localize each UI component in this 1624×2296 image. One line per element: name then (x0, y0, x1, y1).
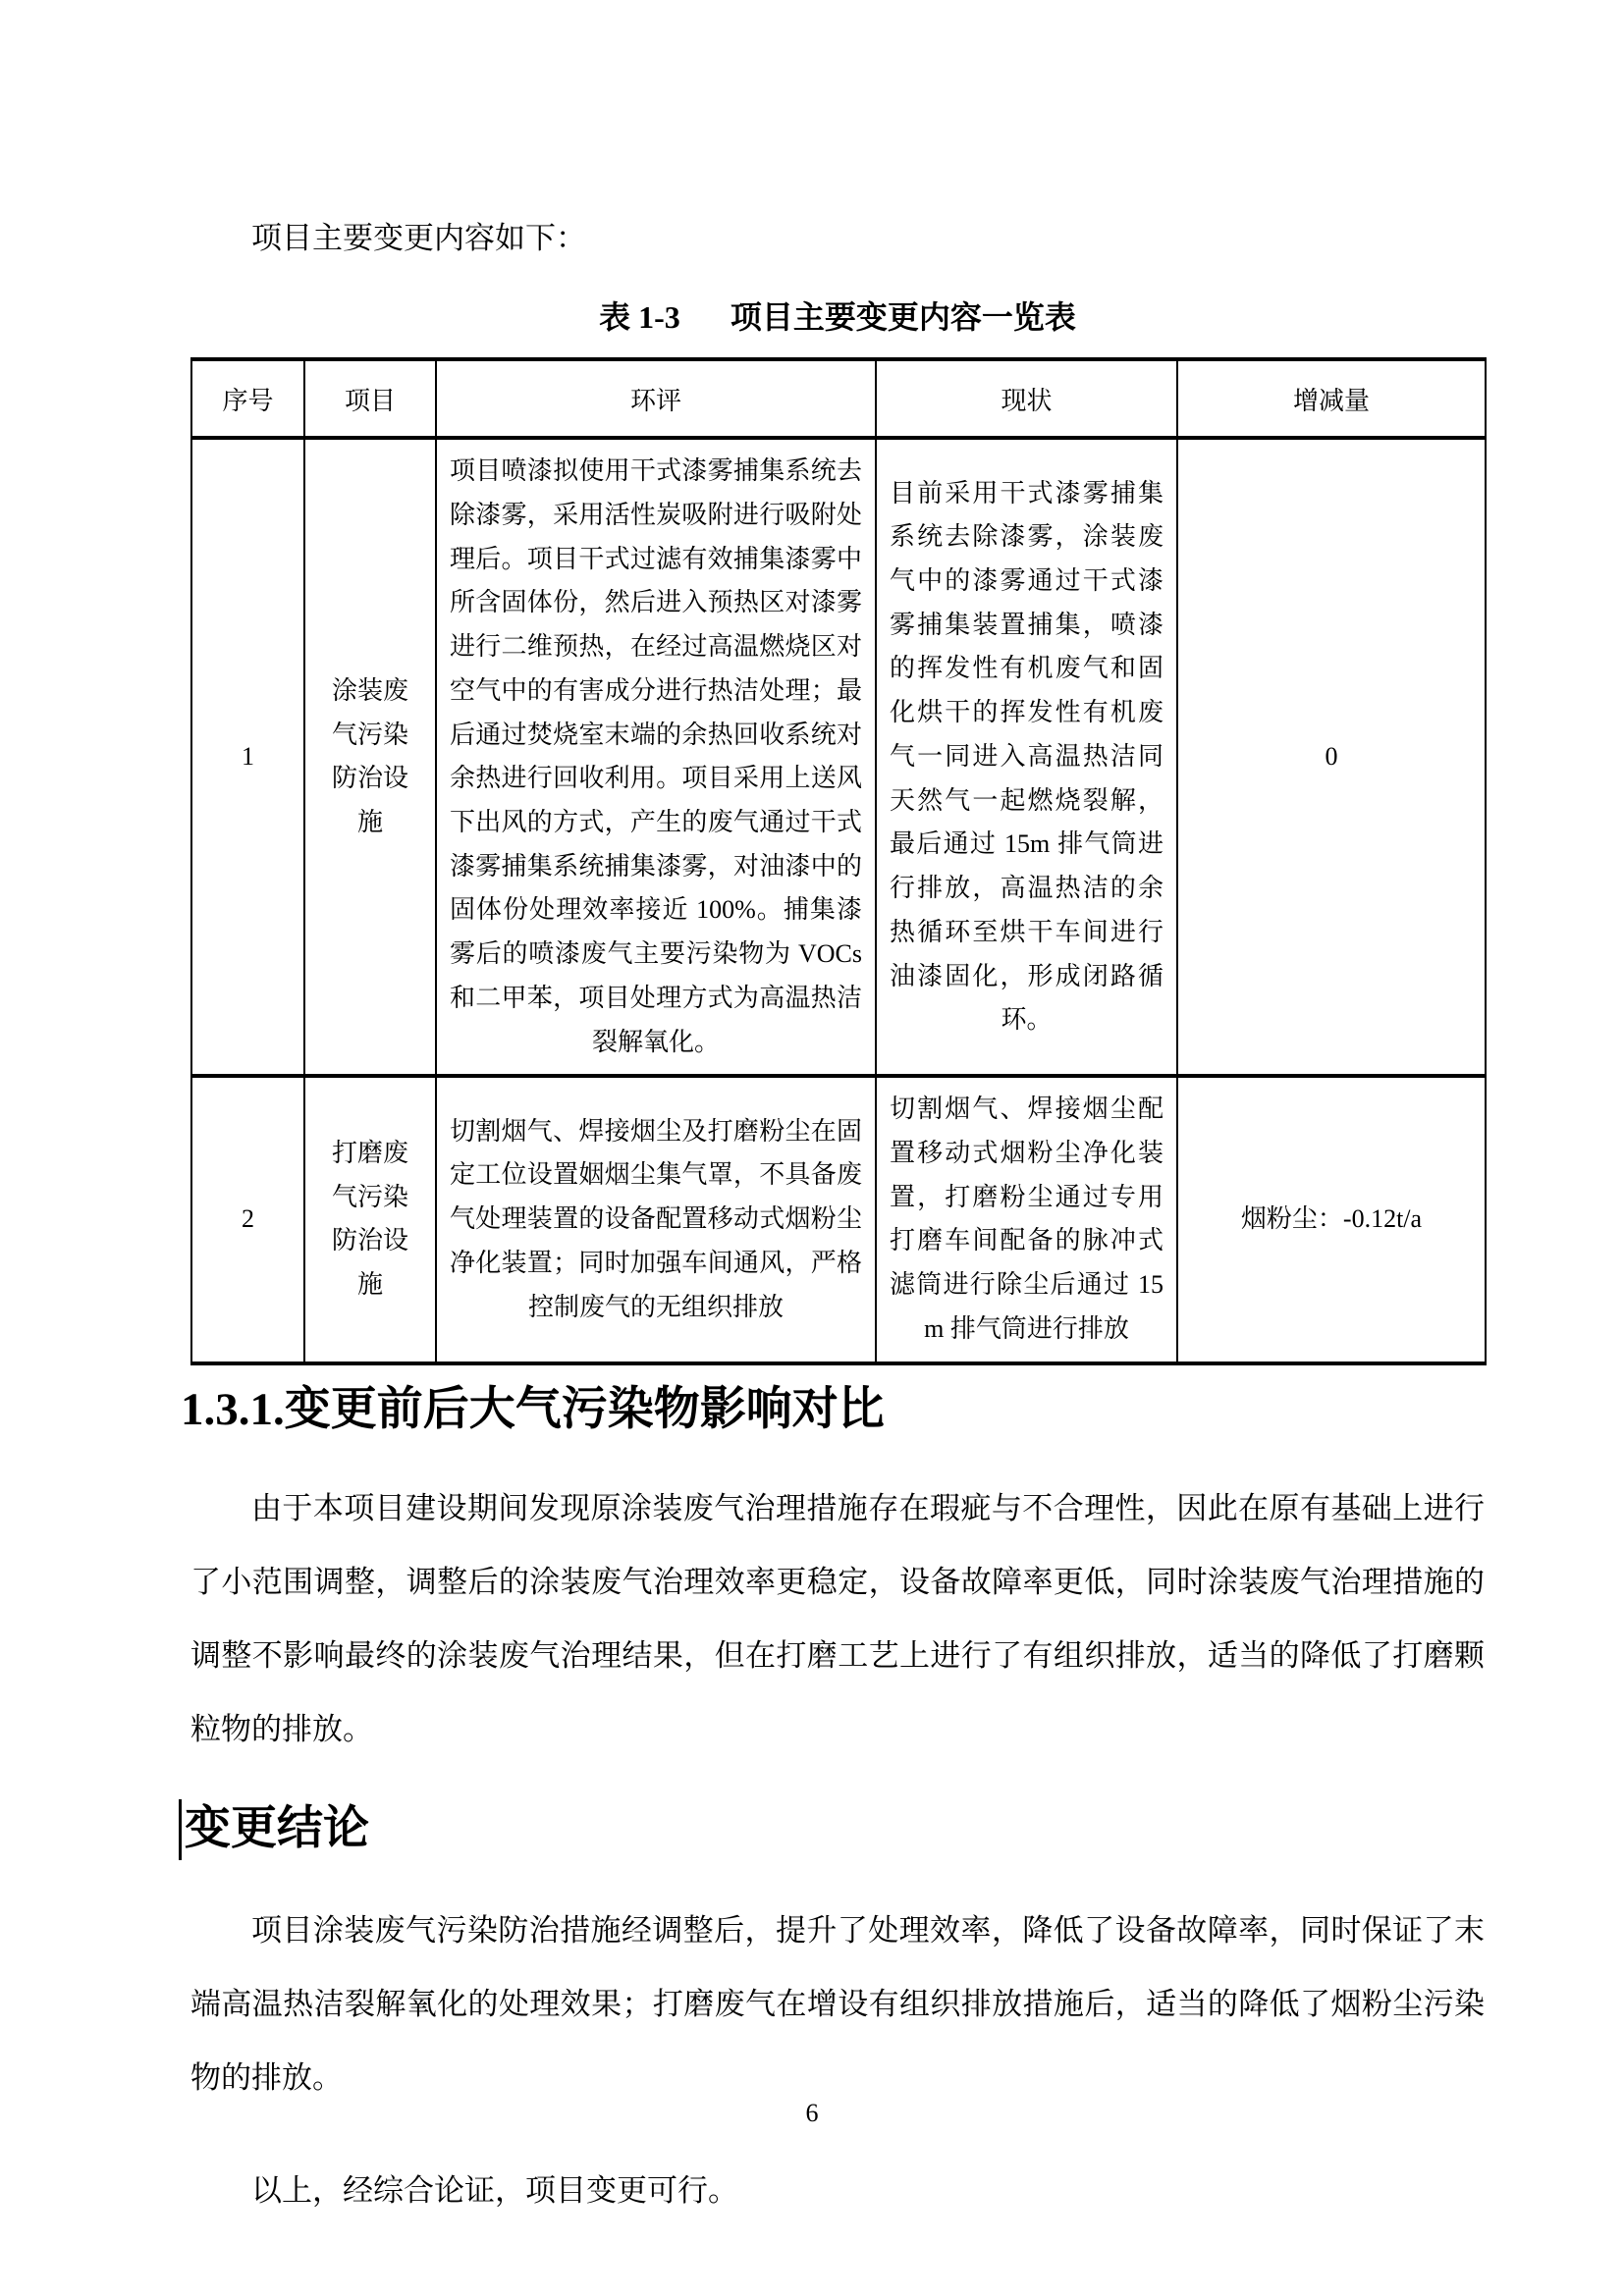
table-caption (190, 298, 1485, 336)
col-header-project: 项目 (304, 359, 436, 438)
cell-project: 打磨废气污染防治设施 (304, 1076, 436, 1362)
table-row (191, 438, 1486, 1076)
cell-status: 目前采用干式漆雾捕集系统去除漆雾，涂装废气中的漆雾通过干式漆雾捕集装置捕集，喷漆的挥发性有机废气和固化烘干的挥发性有机废气一同进入高温热洁同天然气一起燃烧裂解，最后通过 15m 排气筒进行排放，高温热洁的余热循环至烘干车间进行油漆固化，形成闭路循环。 (876, 438, 1177, 1076)
paragraph-conclusion-detail: 项目涂装废气污染防治措施经调整后，提升了处理效率，降低了设备故障率，同时保证了末端高温热洁裂解氧化的处理效果；打磨废气在增设有组织排放措施后，适当的降低了烟粉尘污染物的排放。 (190, 1912, 1485, 2095)
page-number: 6 (805, 2099, 819, 2127)
cell-project: 涂装废气污染防治设施 (304, 438, 436, 1076)
cell-eia: 项目喷漆拟使用干式漆雾捕集系统去除漆雾，采用活性炭吸附进行吸附处理后。项目干式过滤有效捕集漆雾中所含固体份，然后进入预热区对漆雾进行二维预热，在经过高温燃烧区对空气中的有害成分进行热洁处理；最后通过焚烧室末端的余热回收系统对余热进行回收利用。项目采用上送风下出风的方式，产生的废气通过干式漆雾捕集系统捕集漆雾，对油漆中的固体份处理效率接近 100%。捕集漆雾后的喷漆废气主要污染物为 VOCs 和二甲苯，项目处理方式为高温热洁裂解氧化。 (436, 438, 876, 1076)
table-caption-label: 表 1-3 (599, 298, 680, 335)
cell-eia: 切割烟气、焊接烟尘及打磨粉尘在固定工位设置姻烟尘集气罩，不具备废气处理装置的设备配置移动式烟粉尘净化装置；同时加强车间通风，严格控制废气的无组织排放 (436, 1076, 876, 1362)
col-header-status: 现状 (876, 359, 1177, 438)
change-summary-table (190, 357, 1487, 1364)
heading-conclusion-wrap (185, 1766, 1485, 1859)
intro-text: 项目主要变更内容如下： (251, 221, 586, 255)
table-caption-title: 项目主要变更内容一览表 (730, 298, 1076, 335)
col-header-eia: 环评 (436, 359, 876, 438)
section-heading-change-conclusion: 变更结论 (179, 1799, 369, 1859)
cell-no: 1 (191, 438, 304, 1076)
paragraph-adjustment-description: 由于本项目建设期间发现原涂装废气治理措施存在瑕疵与不合理性，因此在原有基础上进行了小范围调整，调整后的涂装废气治理效率更稳定，设备故障率更低，同时涂装废气治理措施的调整不影响最终的涂装废气治理结果，但在打磨工艺上进行了有组织排放，适当的降低了打磨颗粒物的排放。 (190, 1491, 1485, 1747)
col-header-delta: 增减量 (1177, 359, 1486, 438)
table-row (191, 1076, 1486, 1362)
cell-no: 2 (191, 1076, 304, 1362)
cell-status: 切割烟气、焊接烟尘配置移动式烟粉尘净化装置，打磨粉尘通过专用打磨车间配备的脉冲式滤筒进行除尘后通过 15m 排气筒进行排放 (876, 1076, 1177, 1362)
section-heading-air-pollutant-comparison: 1.3.1.变更前后大气污染物影响对比 (181, 1383, 885, 1435)
cell-delta: 0 (1177, 438, 1486, 1076)
paragraph-feasibility: 以上，经综合论证，项目变更可行。 (251, 2172, 738, 2208)
col-header-no: 序号 (191, 359, 304, 438)
cell-delta: 烟粉尘：-0.12t/a (1177, 1076, 1486, 1362)
table-header-row (191, 359, 1486, 438)
